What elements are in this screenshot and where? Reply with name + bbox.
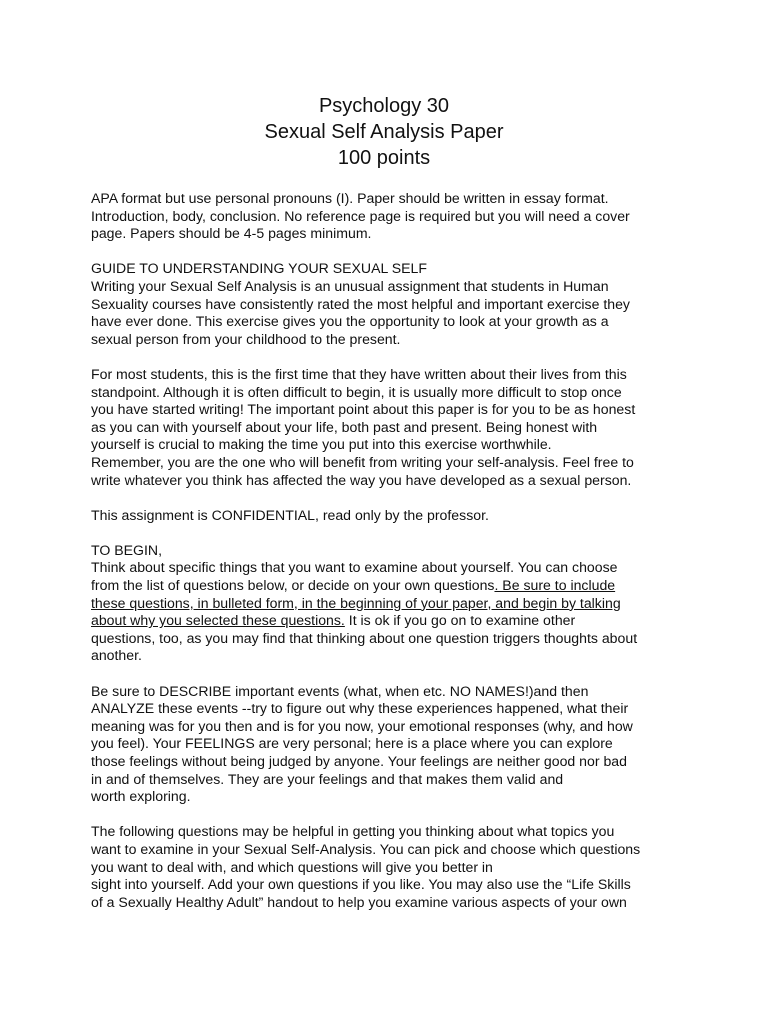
section-heading: TO BEGIN, bbox=[91, 541, 163, 558]
confidential-paragraph bbox=[91, 507, 691, 525]
text-line: sexual person from your childhood to the present. bbox=[91, 330, 401, 347]
text-line: write whatever you think has affected the way you have developed as a sexual person. bbox=[91, 471, 632, 488]
text-line: meaning was for you then and is for you now, your emotional responses (why, and how bbox=[91, 717, 633, 734]
honesty-paragraph bbox=[91, 366, 691, 489]
format-paragraph bbox=[91, 190, 691, 243]
text-line: yourself is crucial to making the time you put into this exercise worthwhile. bbox=[91, 436, 552, 453]
text-segment: It is ok if you go on to examine other bbox=[344, 612, 576, 629]
text-line: Remember, you are the one who will benefit from writing your self-analysis. Feel free to bbox=[91, 453, 634, 470]
text-line: those feelings without being judged by anyone. Your feelings are neither good nor bad bbox=[91, 753, 627, 769]
text-line bbox=[91, 612, 691, 630]
underlined-instruction: these questions, in bulleted form, in the beginning of your paper, and begin by talking bbox=[91, 594, 621, 611]
text-line: you want to deal with, and which questions will give you better in bbox=[91, 858, 493, 875]
section-heading: GUIDE TO UNDERSTANDING YOUR SEXUAL SELF bbox=[91, 260, 427, 277]
text-line: you feel). Your FEELINGS are very personal; here is a place where you can explore bbox=[91, 735, 613, 752]
underlined-instruction: about why you selected these questions. bbox=[91, 612, 345, 629]
text-line: Introduction, body, conclusion. No reference page is required but you will need a cover bbox=[91, 207, 630, 224]
text-line: standpoint. Although it is often difficult to begin, it is usually more difficult to stop once bbox=[91, 383, 622, 400]
text-segment: from the list of questions below, or decide on your own questions bbox=[91, 577, 495, 594]
to-begin-paragraph bbox=[91, 542, 691, 665]
text-line: in and of themselves. They are your feelings and that makes them valid and bbox=[91, 770, 564, 787]
text-line: page. Papers should be 4-5 pages minimum. bbox=[91, 225, 372, 242]
text-line: you have started writing! The important point about this paper is for you to be as honest bbox=[91, 401, 636, 418]
describe-analyze-paragraph bbox=[91, 683, 691, 806]
text-line: another. bbox=[91, 647, 142, 664]
text-line: Writing your Sexual Self Analysis is an unusual assignment that students in Human bbox=[91, 277, 609, 294]
document-title-block bbox=[0, 93, 768, 171]
underlined-instruction: . Be sure to include bbox=[494, 577, 616, 594]
text-line: questions, too, as you may find that thinking about one question triggers thoughts about bbox=[91, 629, 638, 646]
document-body bbox=[91, 190, 691, 911]
guide-paragraph bbox=[91, 260, 691, 348]
text-line: Be sure to DESCRIBE important events (what, when etc. NO NAMES!)and then bbox=[91, 682, 589, 699]
assignment-title: Sexual Self Analysis Paper bbox=[264, 121, 504, 143]
text-line: Sexuality courses have consistently rated the most helpful and important exercise they bbox=[91, 295, 630, 312]
text-line: worth exploring. bbox=[91, 788, 191, 805]
text-line: Think about specific things that you want to examine about yourself. You can choose bbox=[91, 559, 618, 576]
text-line: want to examine in your Sexual Self-Analysis. You can pick and choose which questions bbox=[91, 840, 641, 857]
text-line: as you can with yourself about your life, both past and present. Being honest with bbox=[91, 418, 598, 435]
questions-intro-paragraph bbox=[91, 823, 691, 911]
points-value: 100 points bbox=[337, 147, 431, 169]
text-line: The following questions may be helpful in getting you thinking about what topics you bbox=[91, 823, 615, 840]
text-line: have ever done. This exercise gives you the opportunity to look at your growth as a bbox=[91, 313, 609, 330]
text-line: APA format but use personal pronouns (I). Paper should be written in essay format. bbox=[91, 190, 609, 206]
text-line: For most students, this is the first time that they have written about their lives from this bbox=[91, 365, 627, 382]
text-line: sight into yourself. Add your own questions if you like. You may also use the “Life Skills bbox=[91, 876, 631, 893]
text-line: This assignment is CONFIDENTIAL, read only by the professor. bbox=[91, 506, 489, 523]
text-line: ANALYZE these events --try to figure out why these experiences happened, what their bbox=[91, 700, 629, 717]
text-line bbox=[91, 577, 691, 595]
course-name: Psychology 30 bbox=[318, 95, 450, 117]
text-line: of a Sexually Healthy Adult” handout to help you examine various aspects of your own bbox=[91, 893, 627, 910]
